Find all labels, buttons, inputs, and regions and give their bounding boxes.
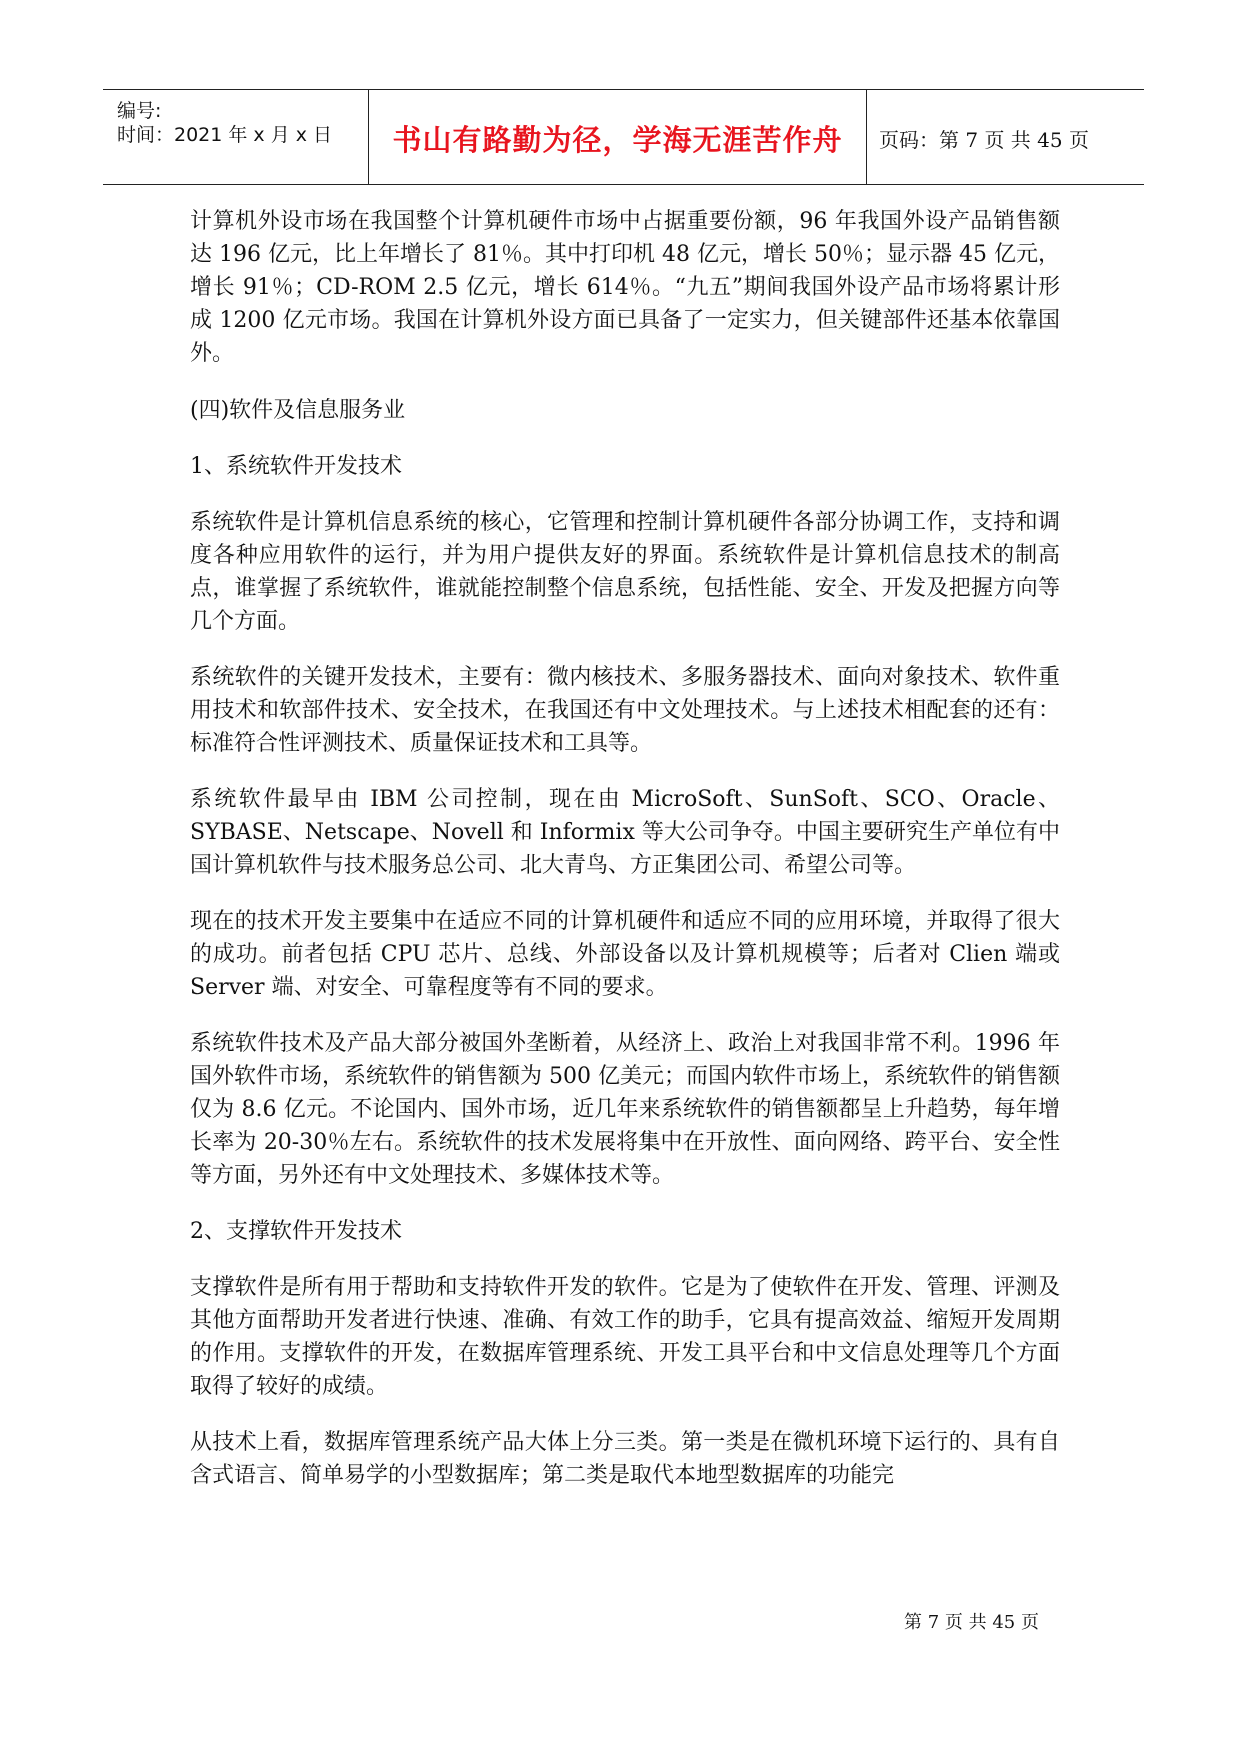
paragraph-current-development: 现在的技术开发主要集中在适应不同的计算机硬件和适应不同的应用环境，并取得了很大的成功。前者包括 CPU 芯片、总线、外部设备以及计算机规模等；后者对 Clien 端或 Server 端、对安全、可靠程度等有不同的要求。 [190,909,1060,1000]
subheading-system-software: 1、系统软件开发技术 [190,454,402,479]
header-middle-cell [368,90,867,184]
header-motto: 书山有路勤为径，学海无涯苦作舟 [392,123,843,157]
paragraph-peripheral-market: 计算机外设市场在我国整个计算机硬件市场中占据重要份额，96 年我国外设产品销售额达 196 亿元，比上年增长了 81％。其中打印机 48 亿元，增长 50％；显示器 45 亿元，增长 91％；CD-ROM 2.5 亿元，增长 614％。“九五”期间我国外设产品市场将累计形成 1200 亿元市场。我国在计算机外设方面已具备了一定实力，但关键部件还基本依靠国外。 [190,209,1060,366]
paragraph-system-software-core: 系统软件是计算机信息系统的核心，它管理和控制计算机硬件各部分协调工作，支持和调度各种应用软件的运行，并为用户提供友好的界面。系统软件是计算机信息技术的制高点，谁掌握了系统软件，谁就能控制整个信息系统，包括性能、安全、开发及把握方向等几个方面。 [190,510,1060,634]
paragraph-key-technologies: 系统软件的关键开发技术，主要有：微内核技术、多服务器技术、面向对象技术、软件重用技术和软部件技术、安全技术，在我国还有中文处理技术。与上述技术相配套的还有：标准符合性评测技术、质量保证技术和工具等。 [190,665,1060,756]
section-heading-software: (四)软件及信息服务业 [190,398,406,423]
header-left-cell [103,90,368,184]
paragraph-market-monopoly: 系统软件技术及产品大部分被国外垄断着，从经济上、政治上对我国非常不利。1996 年国外软件市场，系统软件的销售额为 500 亿美元；而国内软件市场上，系统软件的销售额仅为 8.6 亿元。不论国内、国外市场，近几年来系统软件的销售额都呈上升趋势，每年增长率为 20-30％左右。系统软件的技术发展将集中在开放性、面向网络、跨平台、安全性等方面，另外还有中文处理技术、多媒体技术等。 [190,1031,1060,1188]
document-number-label: 编号: [117,100,162,122]
header-page-code: 页码：第 7 页 共 45 页 [879,128,1089,152]
document-header [103,89,1144,185]
paragraph-database-systems: 从技术上看，数据库管理系统产品大体上分三类。第一类是在微机环境下运行的、具有自含式语言、简单易学的小型数据库；第二类是取代本地型数据库的功能完 [190,1430,1060,1488]
document-time-label: 时间：2021 年 x 月 x 日 [117,124,333,146]
subheading-support-software: 2、支撑软件开发技术 [190,1219,402,1244]
document-body [190,205,1060,1515]
page-footer: 第 7 页 共 45 页 [904,1612,1039,1633]
header-right-cell [867,90,1144,184]
paragraph-companies: 系统软件最早由 IBM 公司控制，现在由 MicroSoft、SunSoft、SCO、Oracle、SYBASE、Netscape、Novell 和 Informix 等大公司争夺。中国主要研究生产单位有中国计算机软件与技术服务总公司、北大青鸟、方正集团公司、希望公司等。 [190,787,1060,878]
paragraph-support-software: 支撑软件是所有用于帮助和支持软件开发的软件。它是为了使软件在开发、管理、评测及其他方面帮助开发者进行快速、准确、有效工作的助手，它具有提高效益、缩短开发周期的作用。支撑软件的开发，在数据库管理系统、开发工具平台和中文信息处理等几个方面取得了较好的成绩。 [190,1275,1060,1399]
